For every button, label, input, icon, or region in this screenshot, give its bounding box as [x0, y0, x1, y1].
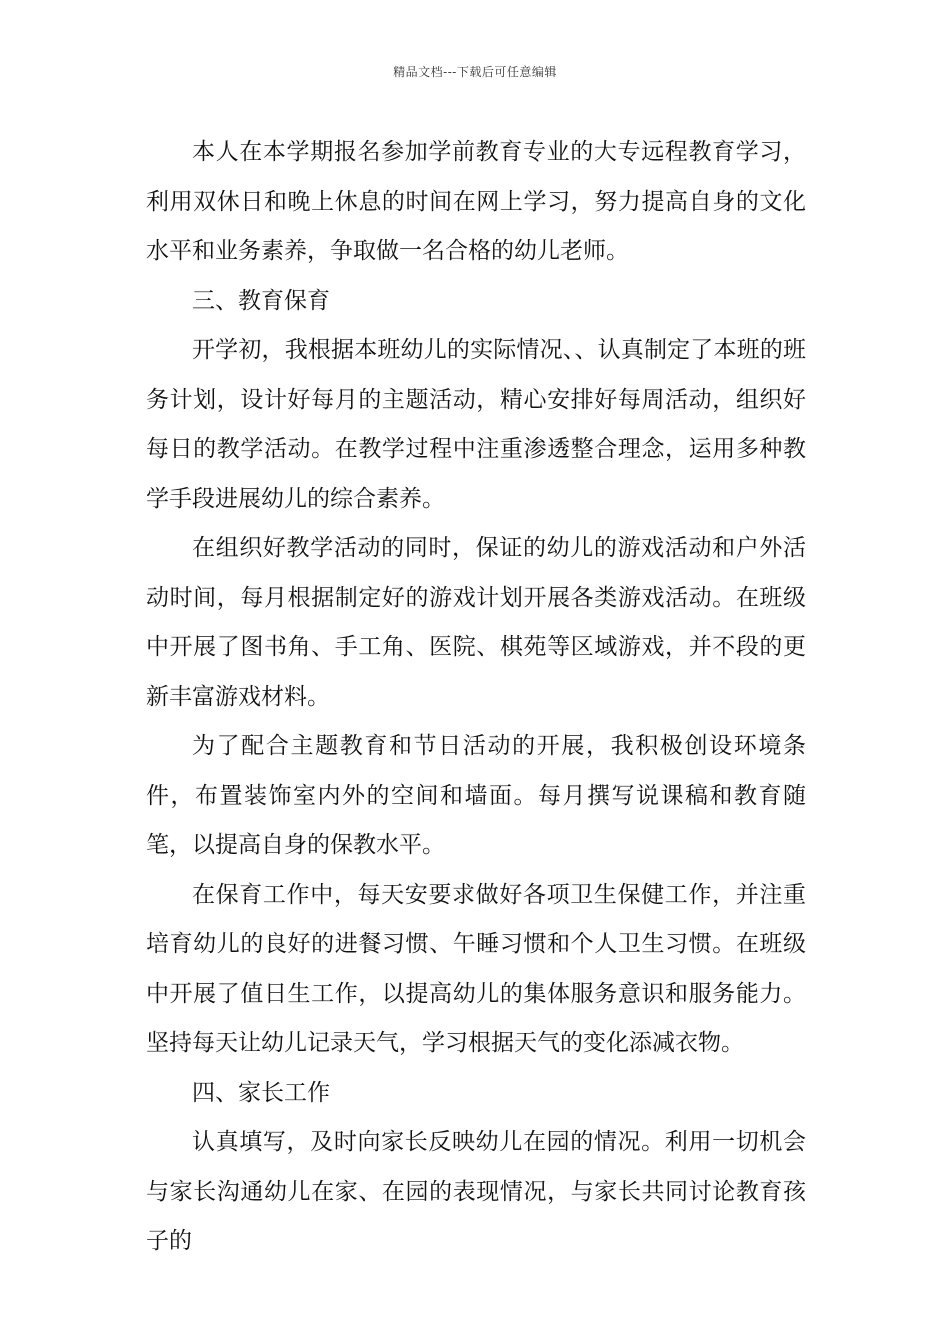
page-header: 精品文档---下载后可任意编辑: [393, 65, 557, 79]
document-body: [146, 128, 806, 1267]
paragraph-parent-communication: 认真填写，及时向家长反映幼儿在园的情况。利用一切机会与家长沟通幼儿在家、在园的表现情况，与家长共同讨论教育孩子的: [146, 1129, 806, 1254]
section-heading-parent-work: 四、家长工作: [192, 1079, 330, 1106]
paragraph-care-work: 在保育工作中，每天安要求做好各项卫生保健工作，并注重培育幼儿的良好的进餐习惯、午睡习惯和个人卫生习惯。在班级中开展了值日生工作，以提高幼儿的集体服务意识和服务能力。坚持每天让幼儿记录天气，学习根据天气的变化添减衣物。: [146, 881, 806, 1056]
paragraph-environment: 为了配合主题教育和节日活动的开展，我积极创设环境条件，布置装饰室内外的空间和墙面。每月撰写说课稿和教育随笔，以提高自身的保教水平。: [146, 733, 806, 858]
paragraph-game-activities: 在组织好教学活动的同时，保证的幼儿的游戏活动和户外活动时间，每月根据制定好的游戏计划开展各类游戏活动。在班级中开展了图书角、手工角、医院、棋苑等区域游戏，并不段的更新丰富游戏材料。: [146, 535, 806, 710]
section-heading-education-care: 三、教育保育: [192, 287, 330, 314]
paragraph-self-study: 本人在本学期报名参加学前教育专业的大专远程教育学习，利用双休日和晚上休息的时间在网上学习，努力提高自身的文化水平和业务素养，争取做一名合格的幼儿老师。: [146, 139, 806, 264]
paragraph-class-plan: 开学初，我根据本班幼儿的实际情况、、认真制定了本班的班务计划，设计好每月的主题活动，精心安排好每周活动，组织好每日的教学活动。在教学过程中注重渗透整合理念，运用多种教学手段进展幼儿的综合素养。: [146, 337, 806, 512]
